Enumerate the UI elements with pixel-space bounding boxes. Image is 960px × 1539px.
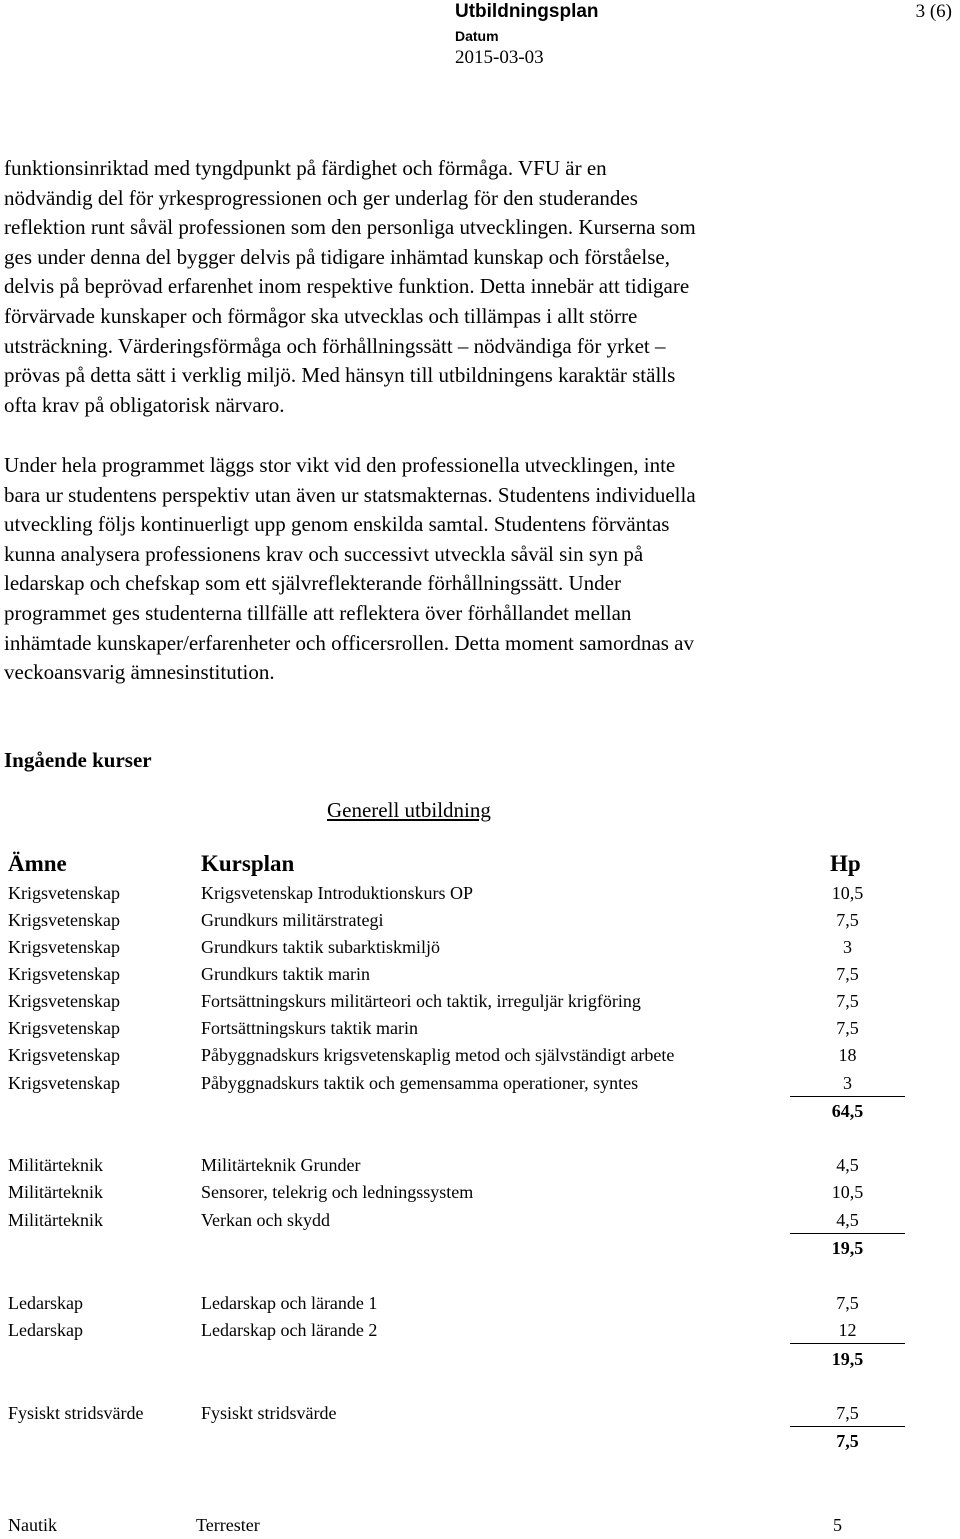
course-cell: Sensorer, telekrig och ledningssystem <box>201 1182 474 1202</box>
paragraph-line: utveckling följs kontinuerligt upp genom enskilda samtal. Studentens förväntas <box>4 512 670 537</box>
document-date: 2015-03-03 <box>455 47 544 68</box>
subject-cell: Krigsvetenskap <box>8 964 120 984</box>
table-row <box>0 1512 960 1539</box>
group-total: 7,5 <box>836 1431 859 1451</box>
hp-cell: 7,5 <box>836 991 859 1011</box>
course-cell: Fysiskt stridsvärde <box>201 1403 337 1423</box>
table-row <box>0 1400 960 1427</box>
paragraph-line: delvis på beprövad erfarenhet inom respektive funktion. Detta innebär att tidigare <box>4 274 690 299</box>
subject-cell: Fysiskt stridsvärde <box>8 1403 144 1423</box>
course-cell: Påbyggnadskurs krigsvetenskaplig metod och självständigt arbete <box>201 1045 675 1065</box>
course-cell: Krigsvetenskap Introduktionskurs OP <box>201 883 473 903</box>
paragraph-line: ledarskap och chefskap som ett självreflekterande förhållningssätt. Under <box>4 571 621 596</box>
course-cell: Grundkurs taktik subarktiskmiljö <box>201 937 440 957</box>
subject-cell: Krigsvetenskap <box>8 937 120 957</box>
paragraph-line: prövas på detta sätt i verklig miljö. Med hänsyn till utbildningens karaktär ställs <box>4 363 676 388</box>
hp-cell: 18 <box>838 1045 857 1065</box>
subject-cell: Nautik <box>8 1515 57 1535</box>
table-row <box>0 961 960 988</box>
paragraph-line: reflektion runt såväl professionen som den personliga utvecklingen. Kurserna som <box>4 215 696 240</box>
course-cell: Fortsättningskurs taktik marin <box>201 1018 418 1038</box>
subject-cell: Ledarskap <box>8 1320 83 1340</box>
subject-cell: Ledarskap <box>8 1293 83 1313</box>
course-cell: Påbyggnadskurs taktik och gemensamma operationer, syntes <box>201 1073 639 1093</box>
table-row <box>0 1015 960 1042</box>
paragraph-line: förvärvade kunskaper och förmågor ska utvecklas och tillämpas i allt större <box>4 303 638 328</box>
hp-cell: 4,5 <box>790 1207 905 1234</box>
table-row <box>0 1179 960 1206</box>
date-label: Datum <box>455 28 499 44</box>
paragraph-line: bara ur studentens perspektiv utan även ur statsmakternas. Studentens individuella <box>4 482 696 507</box>
course-cell: Fortsättningskurs militärteori och taktik, irreguljär krigföring <box>201 991 641 1011</box>
column-header-subject: Ämne <box>8 851 67 876</box>
paragraph-line: kunna analysera professionens krav och successivt utveckla såväl sin syn på <box>4 541 644 566</box>
column-header-course: Kursplan <box>201 851 295 876</box>
hp-cell: 4,5 <box>836 1155 859 1175</box>
course-cell: Verkan och skydd <box>201 1210 330 1230</box>
table-row <box>0 907 960 934</box>
table-row <box>0 934 960 961</box>
course-cell: Militärteknik Grunder <box>201 1155 361 1175</box>
page-number: 3 (6) <box>915 1 952 22</box>
group-total: 64,5 <box>831 1101 864 1121</box>
hp-cell: 7,5 <box>836 1293 859 1313</box>
subject-cell: Militärteknik <box>8 1182 103 1202</box>
group-total: 19,5 <box>831 1238 864 1258</box>
body-paragraph-1 <box>4 154 954 420</box>
body-paragraph-2 <box>4 451 954 688</box>
paragraph-line: programmet ges studenterna tillfälle att reflektera över förhållandet mellan <box>4 600 632 625</box>
table-row <box>0 1070 960 1097</box>
course-cell: Ledarskap och lärande 2 <box>201 1320 378 1340</box>
subject-cell: Krigsvetenskap <box>8 910 120 930</box>
hp-cell: 10,5 <box>831 1182 864 1202</box>
group-total: 19,5 <box>831 1349 864 1369</box>
courses-heading: Ingående kurser <box>4 748 152 772</box>
hp-cell: 7,5 <box>836 910 859 930</box>
subject-cell: Krigsvetenskap <box>8 1045 120 1065</box>
table-row <box>0 988 960 1015</box>
paragraph-line: Under hela programmet läggs stor vikt vid den professionella utvecklingen, inte <box>4 453 676 477</box>
document-title: Utbildningsplan <box>455 1 599 22</box>
table-row <box>0 1042 960 1069</box>
courses-subheading: Generell utbildning <box>327 798 491 822</box>
hp-cell: 3 <box>843 937 852 957</box>
paragraph-line: veckoansvarig ämnesinstitution. <box>4 660 275 685</box>
course-cell: Grundkurs militärstrategi <box>201 910 384 930</box>
hp-cell: 12 <box>790 1317 905 1344</box>
table-row <box>0 1207 960 1234</box>
hp-cell: 5 <box>833 1515 842 1535</box>
table-row <box>0 1317 960 1344</box>
subject-cell: Krigsvetenskap <box>8 1073 120 1093</box>
subject-cell: Krigsvetenskap <box>8 883 120 903</box>
subject-cell: Krigsvetenskap <box>8 1018 120 1038</box>
hp-cell: 7,5 <box>790 1400 905 1427</box>
table-row <box>0 880 960 907</box>
subject-cell: Krigsvetenskap <box>8 991 120 1011</box>
hp-cell: 3 <box>790 1070 905 1097</box>
column-header-hp: Hp <box>830 851 861 876</box>
subject-cell: Militärteknik <box>8 1155 103 1175</box>
table-row <box>0 1152 960 1179</box>
paragraph-line: nödvändig del för yrkesprogressionen och ger underlag för den studerandes <box>4 185 638 210</box>
hp-cell: 7,5 <box>836 964 859 984</box>
course-cell: Terrester <box>196 1515 260 1535</box>
subject-cell: Militärteknik <box>8 1210 103 1230</box>
course-cell: Ledarskap och lärande 1 <box>201 1293 378 1313</box>
paragraph-line: ges under denna del bygger delvis på tidigare inhämtad kunskap och förståelse, <box>4 244 670 269</box>
hp-cell: 7,5 <box>836 1018 859 1038</box>
paragraph-line: utsträckning. Värderingsförmåga och förhållningssätt – nödvändiga för yrket – <box>4 333 666 358</box>
hp-cell: 10,5 <box>831 883 864 903</box>
paragraph-line: funktionsinriktad med tyngdpunkt på färdighet och förmåga. VFU är en <box>4 156 607 180</box>
paragraph-line: inhämtade kunskaper/erfarenheter och officersrollen. Detta moment samordnas av <box>4 630 695 655</box>
course-cell: Grundkurs taktik marin <box>201 964 370 984</box>
table-row <box>0 1290 960 1317</box>
paragraph-line: ofta krav på obligatorisk närvaro. <box>4 392 285 417</box>
